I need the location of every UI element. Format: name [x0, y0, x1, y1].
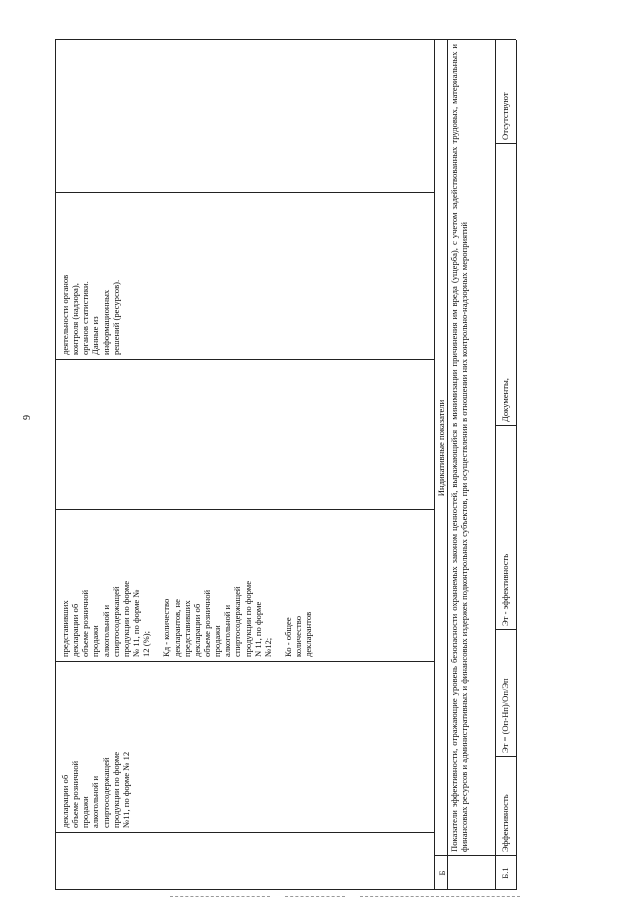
table-border-right: [516, 40, 517, 890]
b1-divider-4: [495, 425, 516, 426]
section-b-heading: Индикативные показатели: [436, 399, 446, 497]
table-edge-top: [55, 39, 516, 40]
section-b-description: Показатели эффективности, отражающие уровень безопасности охраняемых законом ценностей, выражающийся в минимизации причинения им вреда (ущерба), с учетом задействованных трудовых, материальных и финансовых ресурсов и административных и финансовых издержек подконтрольных субъектов, при осуществлении в отношении них контрольно-надзорных мероприятий: [449, 44, 470, 852]
b1-divider-3: [495, 629, 516, 630]
b1-note: Отсутствуют: [500, 92, 510, 140]
col-divider-4: [55, 359, 434, 360]
scan-artifact-line: [170, 896, 270, 897]
cell-col3: представивших декларации об объеме розничной продажи алкогольной и спиртосодержащей продукции по форме № 11, по форме № 12 (%); Кд - количество декларантов, не представивших декларации об объеме розничной продажи алкогольной и спиртосодержащей продукции по форме N 11, по форме №12; Ко - общее количество декларантов: [60, 580, 314, 657]
table-border-left: [55, 40, 56, 890]
table-line-section-heading: [434, 40, 435, 890]
b1-divider-5: [495, 143, 516, 144]
section-b-code: Б: [437, 870, 447, 876]
table-line-section-description: [447, 40, 448, 890]
b1-code: Б.1: [500, 867, 510, 879]
col-divider-5: [55, 192, 434, 193]
page-number: 9: [22, 415, 33, 420]
b1-divider-2: [495, 756, 516, 757]
b1-source: Документы,: [500, 378, 510, 422]
b1-formula-desc: Эт - эффективность: [500, 553, 510, 626]
col-divider-1: [55, 832, 434, 833]
table-line-b1: [495, 40, 496, 890]
scan-artifact-line: [285, 896, 345, 897]
cell-col5: деятельности органов контроля (надзора), органов статистики. Данные из информационных решений (ресурсов).: [60, 274, 121, 355]
rotated-table: [55, 40, 540, 890]
col-divider-3: [55, 509, 434, 510]
cell-col2: декларации об объеме розничной продажи алкогольной и спиртосодержащей продукции по форме №11, по форме № 12: [60, 751, 131, 828]
col-divider-2: [55, 661, 434, 662]
b1-formula: Эт = (Оп-Нп)/Оп/Эп: [500, 678, 510, 753]
b1-name: Эффективность: [500, 794, 510, 852]
scan-artifact-line: [360, 896, 520, 897]
